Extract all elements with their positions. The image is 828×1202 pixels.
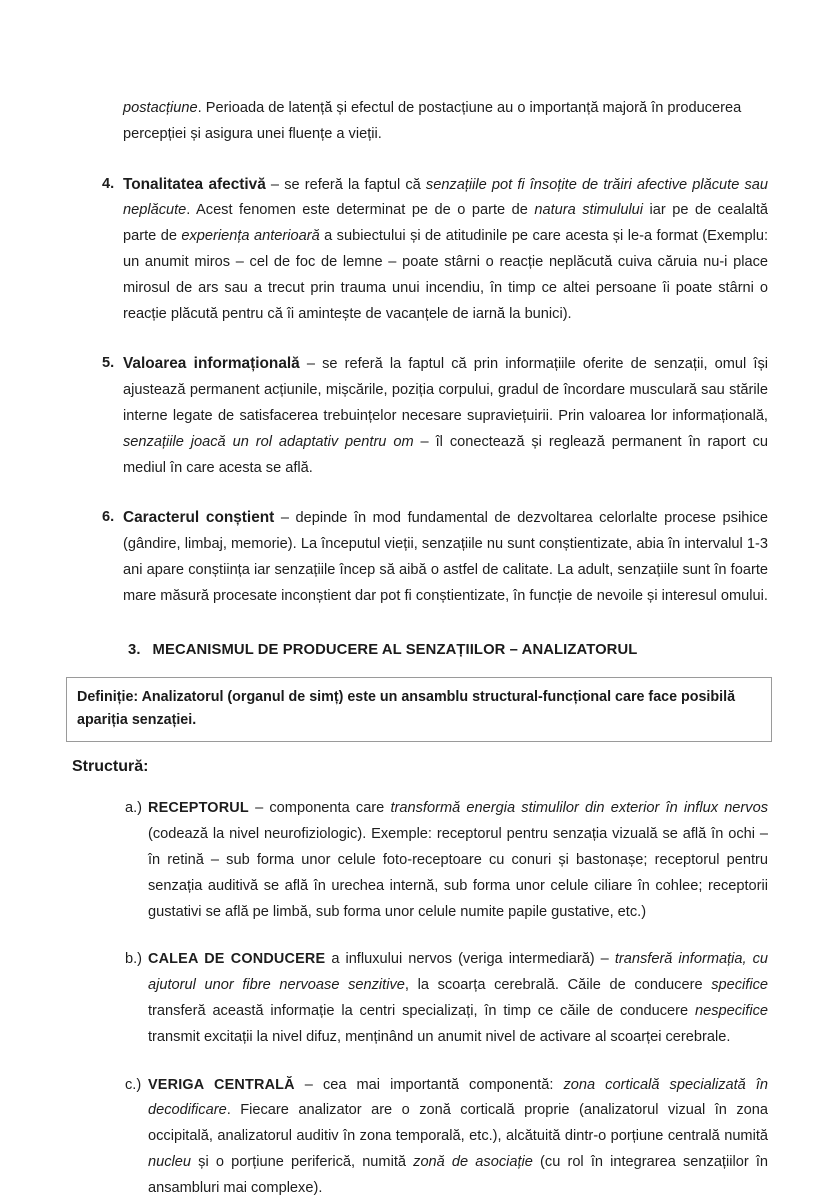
body-text: , la scoarța cerebrală. Căile de conducere xyxy=(404,977,712,994)
emphasis-text: zonă de asociație xyxy=(413,1153,533,1170)
numbered-list-item xyxy=(102,172,768,328)
emphasis-text: senzațiile pot fi însoțite de trăiri afective plăcute sau neplăcute xyxy=(123,176,768,219)
body-text: – se referă la faptul că prin informațiile oferite de senzații, omul își ajustează permanent acțiunile, mișcările, poziția corpului, gradul de încordare musculară sau stările interne legate de satisfacerea trebuințelor necesare supraviețuirii. Prin valoarea lor informațională, xyxy=(123,356,768,424)
body-text: a influxului nervos (veriga intermediară) – xyxy=(325,951,615,968)
emphasis-text: natura stimulului xyxy=(534,202,644,219)
lettered-list xyxy=(66,796,768,1201)
lettered-list-lead: VERIGA CENTRALĂ xyxy=(148,1076,295,1093)
body-text: – depinde în mod fundamental de dezvoltarea celorlalte procese psihice (gândire, limbaj, memorie). La începutul vieții, senzațiile nu sunt conștientizate, abia în intervalul 1-3 ani apare conștiința iar senzațiile încep să aibă o astfel de calitate. La adult, senzațiile sunt în foarte mare măsură procesate inconștient dar pot fi conștientizate, în funcție de nevoile și interesul omului. xyxy=(123,510,768,604)
numbered-list-item xyxy=(102,351,768,481)
numbered-list-lead: Valoarea informațională xyxy=(123,355,300,373)
emphasis-text: senzațiile joacă un rol adaptativ pentru om xyxy=(123,433,414,450)
numbered-list-marker: 4. xyxy=(102,175,115,192)
structure-label: Structură: xyxy=(72,758,149,776)
body-text: – îl conectează și reglează permanent în raport cu mediul în care acesta se află. xyxy=(123,433,769,476)
lettered-list-marker: c.) xyxy=(125,1076,142,1093)
intro-italic-lead: postacțiune xyxy=(123,100,198,116)
section-heading xyxy=(128,638,768,664)
body-text: . Acest fenomen este determinat pe de o parte de xyxy=(186,202,535,219)
emphasis-text: zona corticală specializată în decodificare xyxy=(148,1076,769,1119)
body-text: – se referă la faptul că xyxy=(265,176,426,193)
emphasis-text: transformă energia stimulilor din exterior în influx nervos xyxy=(390,800,768,817)
body-text: . Fiecare analizator are o zonă corticală proprie (analizatorul vizual în zona occipitală, analizatorul auditiv în zona temporală, etc.), alcătuită dintr-o porțiune centrală numită xyxy=(148,1102,768,1145)
lettered-list-lead: CALEA DE CONDUCERE xyxy=(148,951,326,968)
numbered-list xyxy=(66,172,768,610)
section-heading-title: MECANISMUL DE PRODUCERE AL SENZAȚIILOR – ANALIZATORUL xyxy=(152,641,638,658)
body-text: a subiectului și de atitudinile pe care acesta și le-a format (Exemplu: un anumit miros – cel de foc de lemne – poate stârni o reacție neplăcută cuiva căruia nu-i place mirosul de ars sau a trecut prin trauma unui incendiu, în timp ce altei persoane îi poate stârni o reacție plăcută pentru că îi amintește de vacanțele de iarnă la bunici). xyxy=(123,228,768,322)
emphasis-text: nucleu xyxy=(148,1153,192,1170)
emphasis-text: experiența anterioară xyxy=(181,228,320,245)
lettered-list-lead: RECEPTORUL xyxy=(148,800,249,817)
emphasis-text: specifice xyxy=(711,977,768,994)
numbered-list-lead: Tonalitatea afectivă xyxy=(123,175,266,193)
body-text: – componenta care xyxy=(248,800,391,817)
lettered-list-marker: a.) xyxy=(125,800,143,817)
body-text: – cea mai importantă componentă: xyxy=(294,1076,564,1093)
intro-paragraph xyxy=(123,96,768,148)
intro-rest: . Perioada de latență și efectul de postacțiune au o importanță majoră în producerea percepției și asigura unei fluențe a vieții. xyxy=(123,100,742,142)
lettered-list-marker: b.) xyxy=(125,951,143,968)
numbered-list-item xyxy=(102,505,768,609)
body-text: transferă această informație la centri specializați, în timp ce căile de conducere xyxy=(148,1002,695,1019)
lettered-list-item xyxy=(125,947,768,1050)
definition-box: Definiție: Analizatorul (organul de simț) este un ansamblu structural-funcțional care face posibilă apariția senzației. xyxy=(66,677,772,742)
body-text: și o porțiune periferică, numită xyxy=(191,1153,414,1170)
section-heading-number: 3. xyxy=(128,641,141,658)
numbered-list-marker: 5. xyxy=(102,355,115,372)
body-text: (cu rol în integrarea senzațiilor în ansambluri mai complexe). xyxy=(148,1153,768,1196)
body-text: iar pe de cealaltă parte de xyxy=(123,202,768,245)
numbered-list-marker: 6. xyxy=(102,509,115,526)
body-text: (codează la nivel neurofiziologic). Exemple: receptorul pentru senzația vizuală se află în ochi – în retină – sub forma unor celule foto-receptoare cu conuri și bastonașe; receptorul pentru senzația auditivă se află în urechea internă, sub forma unor celule ciliare în cohlee; receptorii gustativi se află pe limbă, sub forma unor celule numite papile gustative, etc.) xyxy=(148,826,768,920)
numbered-list-lead: Caracterul conștient xyxy=(123,509,275,527)
document-content xyxy=(66,96,768,1202)
lettered-list-item xyxy=(125,796,768,925)
emphasis-text: transferă informația, cu ajutorul unor fibre nervoase senzitive xyxy=(148,951,768,994)
emphasis-text: nespecifice xyxy=(694,1002,768,1019)
lettered-list-item xyxy=(125,1073,768,1202)
body-text: transmit excitații la nivel difuz, menținând un anumit nivel de activare al scoarței cerebrale. xyxy=(148,1028,731,1045)
